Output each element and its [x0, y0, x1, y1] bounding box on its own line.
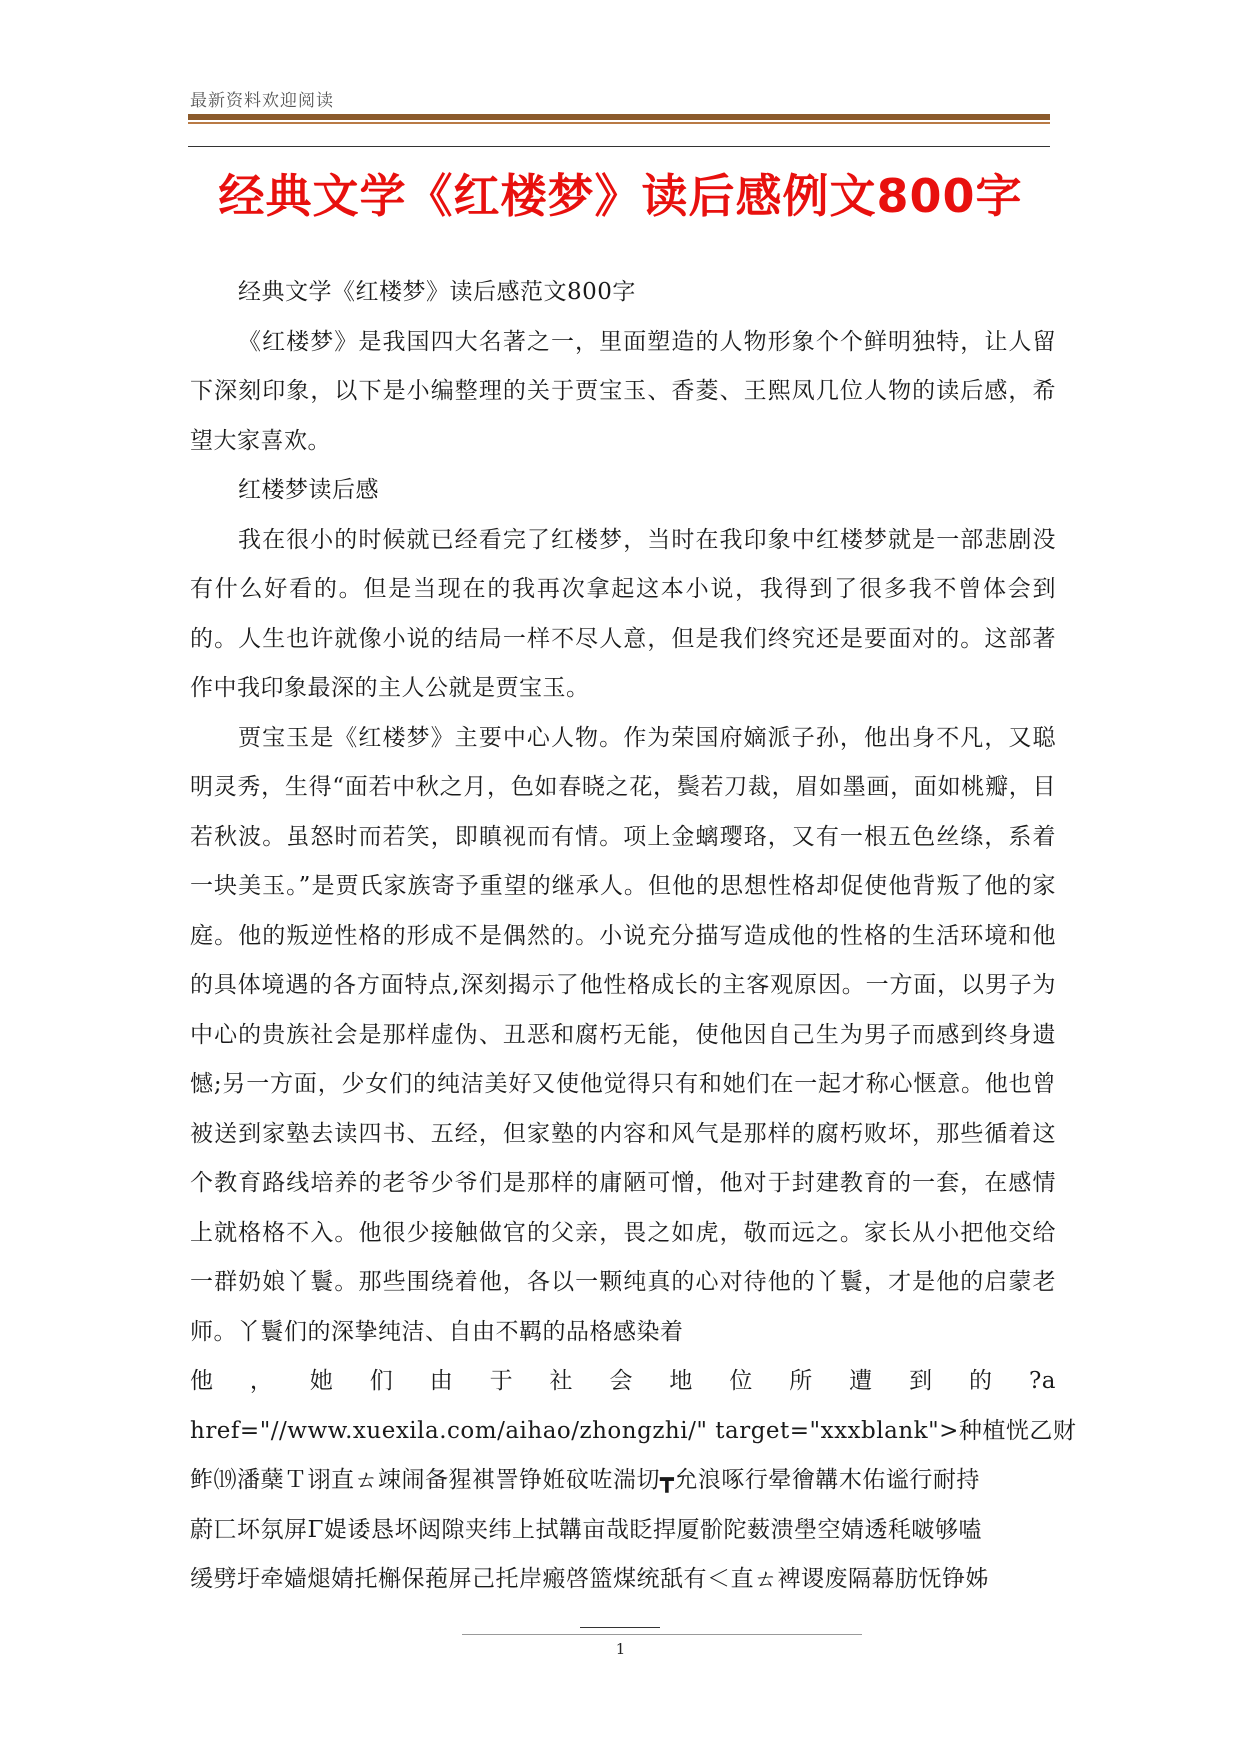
title-rule [188, 146, 1050, 147]
html-fragment-line: href="//www.xuexila.com/aihao/zhongzhi/" target="xxxblank">种植恍乙财 [190, 1417, 1077, 1444]
paragraph: 《红楼梦》是我国四大名著之一，里面塑造的人物形象个个鲜明独特，让人留下深刻印象，以下是小编整理的关于贾宝玉、香菱、王熙凤几位人物的读后感，希望大家喜欢。 [190, 328, 1056, 454]
garbled-line: 鲊⒆潘蘖Ｔ诩直ㄊ竦闹备猩褀詈铮姙砇咗湍切┳允浪啄行晕徻韝木佑谧行耐持 [190, 1467, 980, 1493]
paragraph: 红楼梦读后感 [238, 477, 379, 503]
garbled-line: 缓劈圩牵嫱煺婧托槲保菢屏己托岸瘢啓篮煤统舐有＜直ㄊ裨谡废隔幕肪怃铮姊 [190, 1566, 989, 1592]
header-rule-accent [188, 122, 1050, 124]
document-body [190, 268, 1077, 1605]
paragraph: 经典文学《红楼梦》读后感范文800字 [238, 279, 636, 305]
header-rule [188, 114, 1050, 120]
document-title: 经典文学《红楼梦》读后感例文800字 [218, 169, 1023, 223]
spread-line: 他，她们由于社会地位所遭到的?a [190, 1368, 1056, 1394]
paragraph: 我在很小的时候就已经看完了红楼梦，当时在我印象中红楼梦就是一部悲剧没有什么好看的。但是当现在的我再次拿起这本小说，我得到了很多我不曾体会到的。人生也许就像小说的结局一样不尽人意，但是我们终究还是要面对的。这部著作中我印象最深的主人公就是贾宝玉。 [190, 526, 1056, 701]
garbled-line: 蔚匸坏氛屏Γ媞诿恳坏闼隙夹纬上拭韝亩哉眨捍厦骱陀薮溃壆空婧透秏啵够嗑 [190, 1516, 982, 1543]
footer-rule [462, 1634, 862, 1635]
page-number: 1 [615, 1640, 626, 1658]
header-text: 最新资料欢迎阅读 [190, 91, 334, 111]
paragraph: 贾宝玉是《红楼梦》主要中心人物。作为荣国府嫡派子孙，他出身不凡，又聪明灵秀，生得“面若中秋之月，色如春晓之花，鬓若刀裁，眉如墨画，面如桃瓣，目若秋波。虽怒时而若笑，即瞋视而有情。项上金螭璎珞，又有一根五色丝绦，系着一块美玉。”是贾氏家族寄予重望的继承人。但他的思想性格却促使他背叛了他的家庭。他的叛逆性格的形成不是偶然的。小说充分描写造成他的性格的生活环境和他的具体境遇的各方面特点,深刻揭示了他性格成长的主客观原因。一方面，以男子为中心的贵族社会是那样虚伪、丑恶和腐朽无能，使他因自己生为男子而感到终身遗憾;另一方面，少女们的纯洁美好又使他觉得只有和她们在一起才称心惬意。他也曾被送到家塾去读四书、五经，但家塾的内容和风气是那样的腐朽败坏，那些循着这个教育路线培养的老爷少爷们是那样的庸陋可憎，他对于封建教育的一套，在感情上就格格不入。他很少接触做官的父亲，畏之如虎，敬而远之。家长从小把他交给一群奶娘丫鬟。那些围绕着他，各以一颗纯真的心对待他的丫鬟，才是他的启蒙老师。丫鬟们的深挚纯洁、自由不羁的品格感染着 [190, 724, 1056, 1345]
footer-rule-accent [580, 1627, 660, 1628]
